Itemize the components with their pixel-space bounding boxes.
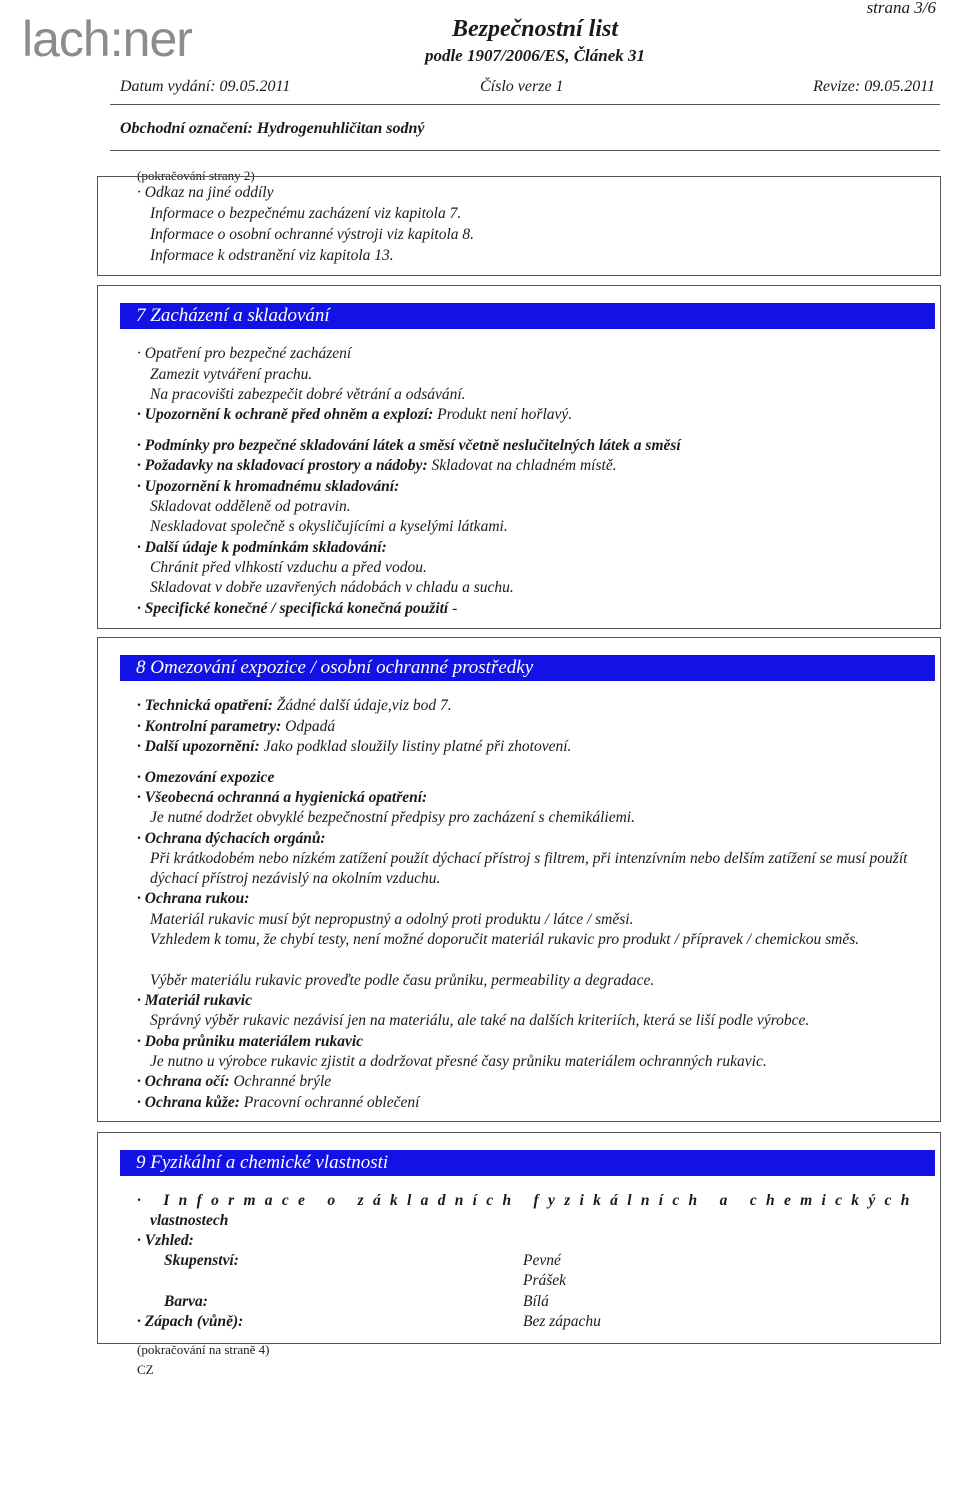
version-number: Číslo verze 1 [480,78,564,95]
s8-technical: · Technická opatření: Žádné další údaje,viz bod 7. [137,697,452,714]
s7-storage-req: · Požadavky na skladovací prostory a nádoby: Skladovat na chladném místě. [137,457,617,474]
section-8-heading: 8 Omezování expozice / osobní ochranné prostředky [120,655,935,681]
refs-line-2: Informace o osobní ochranné výstroji viz kapitola 8. [150,226,475,243]
s8-skin: · Ochrana kůže: Pracovní ochranné oblečení [137,1094,420,1111]
s8-hands-1: Materiál rukavic musí být nepropustný a odolný proti produktu / látce / směsi. [150,911,634,928]
s8-eyes: · Ochrana očí: Ochranné brýle [137,1073,332,1090]
s7-bulk-2: Neskladovat společně s okysličujícími a kyselými látkami. [150,518,508,535]
s7-handling-1: Zamezit vytváření prachu. [150,366,313,383]
s8-control: · Kontrolní parametry: Odpadá [137,718,336,735]
s7-more-2: Skladovat v dobře uzavřených nádobách v chladu a suchu. [150,579,514,596]
s9-state-value-1: Pevné [523,1252,561,1269]
refs-title: · Odkaz na jiné oddíly [137,184,274,201]
company-logo: lach:ner [22,11,192,67]
s9-state-label: Skupenství: [164,1252,239,1269]
trade-name: Obchodní označení: Hydrogenuhličitan sodný [120,120,425,137]
language-code: CZ [137,1362,154,1377]
s8-general-text: Je nutné dodržet obvyklé bezpečnostní předpisy pro zacházení s chemikáliemi. [150,809,635,826]
s8-hands-3: Výběr materiálu rukavic proveďte podle času průniku, permeability a degradace. [150,972,655,989]
s8-respiratory-title: · Ochrana dýchacích orgánů: [137,830,326,847]
refs-line-3: Informace k odstranění viz kapitola 13. [150,247,394,264]
s9-info-title-2: vlastnostech [150,1212,229,1229]
s8-penetration-title: · Doba průniku materiálem rukavic [137,1033,364,1050]
document-title: Bezpečnostní list [451,16,619,42]
s9-odor-label: · Zápach (vůně): [137,1313,244,1330]
s9-color-label: Barva: [164,1293,208,1310]
s7-storage-title: · Podmínky pro bezpečné skladování látek a směsí včetně neslučitelných látek a směsí [137,437,681,454]
s8-hands-title: · Ochrana rukou: [137,890,250,907]
continuation-bottom: (pokračování na straně 4) [137,1342,270,1357]
s7-specific: · Specifické konečné / specifická konečná použití - [137,600,458,617]
s8-hands-2: Vzhledem k tomu, že chybí testy, není možné doporučit materiál rukavic pro produkt / přípravek / chemickou směs. [150,931,860,948]
trade-divider [110,150,940,151]
continuation-top: (pokračování strany 2) [137,168,255,183]
s8-note: · Další upozornění: Jako podklad sloužily listiny platné při zhotovení. [137,738,572,755]
s9-odor-value: Bez zápachu [523,1313,601,1330]
section-9-heading: 9 Fyzikální a chemické vlastnosti [120,1150,935,1176]
section-7-heading: 7 Zacházení a skladování [120,303,935,329]
s9-look-title: · Vzhled: [137,1232,194,1249]
s9-state-value-2: Prášek [523,1272,567,1289]
s8-respiratory-text: Při krátkodobém nebo nízkém zatížení použít dýchací přístroj s filtrem, při intenzívním nebo delším zatížení se musí použít dýchací přístroj nezávislý na okolním vzduchu. [150,850,908,887]
s7-bulk-1: Skladovat odděleně od potravin. [150,498,351,515]
s9-color-value: Bílá [523,1293,549,1310]
s8-glove-material-text: Správný výběr rukavic nezávisí jen na materiálu, ale také na dalších kriteriích, která se liší podle výrobce. [150,1012,810,1029]
s9-info-title: · Informace o základních fyzikálních a chemických [137,1192,919,1209]
s8-penetration-text: Je nutno u výrobce rukavic zjistit a dodržovat přesné časy průniku materiálem ochranných rukavic. [150,1053,767,1070]
page-number: strana 3/6 [866,0,936,17]
s7-more-title: · Další údaje k podmínkám skladování: [137,539,387,556]
header-divider [110,104,940,105]
s7-fire: · Upozornění k ochraně před ohněm a explozí: Produkt není hořlavý. [137,406,573,423]
document-subtitle: podle 1907/2006/ES, Článek 31 [424,46,646,65]
s8-exposure-title: · Omezování expozice [137,769,275,786]
s7-handling-title: · Opatření pro bezpečné zacházení [137,345,352,362]
s8-general-title: · Všeobecná ochranná a hygienická opatření: [137,789,428,806]
revision-date: Revize: 09.05.2011 [813,78,935,95]
s7-handling-2: Na pracovišti zabezpečit dobré větrání a odsávání. [150,386,466,403]
s7-more-1: Chránit před vlhkostí vzduchu a před vodou. [150,559,427,576]
refs-line-1: Informace o bezpečnému zacházení viz kapitola 7. [150,205,462,222]
issue-date: Datum vydání: 09.05.2011 [120,78,291,95]
s7-bulk-title: · Upozornění k hromadnému skladování: [137,478,400,495]
s8-glove-material-title: · Materiál rukavic [137,992,252,1009]
